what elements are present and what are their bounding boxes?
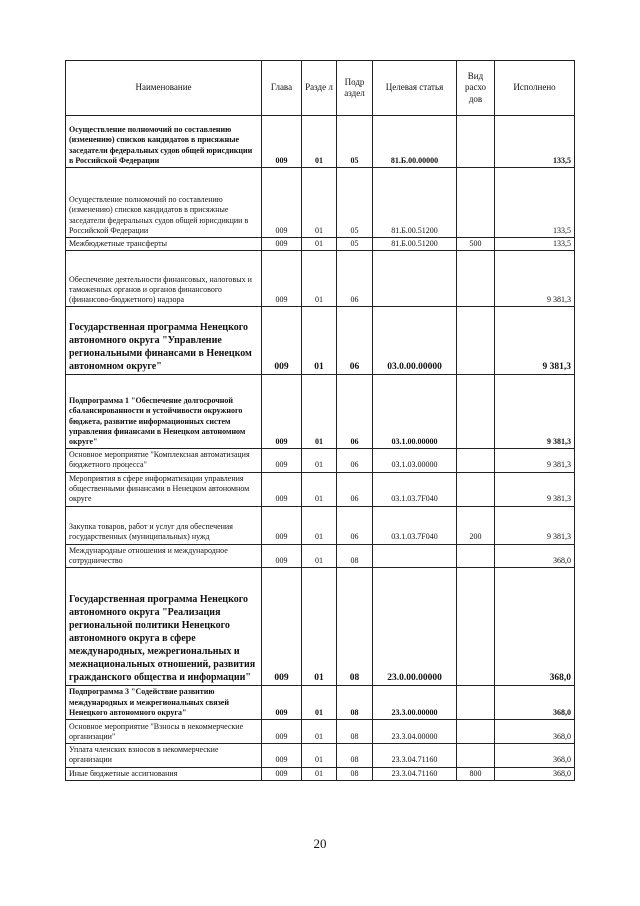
row-podrazdel: 05 [337,116,373,168]
row-target: 03.1.03.7F040 [373,506,457,544]
row-done: 9 381,3 [495,251,575,307]
header-razdel: Разде л [302,61,337,116]
row-done: 9 381,3 [495,307,575,375]
row-razdel: 01 [302,686,337,720]
row-done: 368,0 [495,686,575,720]
row-done: 368,0 [495,568,575,686]
row-done: 133,5 [495,116,575,168]
header-glava: Глава [262,61,302,116]
row-podrazdel: 06 [337,307,373,375]
row-razdel: 01 [302,168,337,238]
row-vid: 800 [457,767,495,780]
table-row [66,744,575,767]
table-row [66,449,575,472]
row-name: Иные бюджетные ассигнования [66,767,262,780]
table-header-row [66,61,575,116]
row-podrazdel: 08 [337,686,373,720]
header-done: Исполнено [495,61,575,116]
row-glava: 009 [262,506,302,544]
row-name: Уплата членских взносов в некоммерческие организации [66,744,262,767]
row-podrazdel: 06 [337,506,373,544]
row-glava: 009 [262,307,302,375]
row-vid [457,544,495,567]
row-glava: 009 [262,251,302,307]
row-razdel: 01 [302,307,337,375]
page-number: 20 [313,836,327,851]
row-done: 9 381,3 [495,472,575,506]
row-podrazdel: 06 [337,472,373,506]
table-row [66,686,575,720]
row-vid [457,168,495,238]
row-podrazdel: 08 [337,744,373,767]
budget-table [65,60,575,781]
row-target: 23.3.04.71160 [373,767,457,780]
header-vid: Вид расхо дов [457,61,495,116]
table-row [66,720,575,744]
row-glava: 009 [262,568,302,686]
table-row [66,251,575,307]
row-done: 9 381,3 [495,375,575,449]
row-razdel: 01 [302,472,337,506]
row-glava: 009 [262,449,302,472]
row-name: Мероприятия в сфере информатизации управления общественными финансами в Ненецком автономном округе [66,472,262,506]
row-target: 23.3.04.71160 [373,744,457,767]
row-razdel: 01 [302,506,337,544]
row-razdel: 01 [302,449,337,472]
row-podrazdel: 05 [337,168,373,238]
row-podrazdel: 08 [337,544,373,567]
row-target: 03.1.03.7F040 [373,472,457,506]
row-name: Подпрограмма 3 "Содействие развитию международных и межрегиональных связей Ненецкого автономного округа" [66,686,262,720]
table-row [66,116,575,168]
row-done: 133,5 [495,168,575,238]
row-glava: 009 [262,116,302,168]
row-target: 03.1.00.00000 [373,375,457,449]
row-podrazdel: 08 [337,720,373,744]
row-done: 133,5 [495,238,575,251]
row-podrazdel: 08 [337,568,373,686]
row-done: 368,0 [495,744,575,767]
row-glava: 009 [262,168,302,238]
row-target: 23.3.00.00000 [373,686,457,720]
row-target: 81.Б.00.51200 [373,238,457,251]
row-razdel: 01 [302,544,337,567]
row-target: 03.1.03.00000 [373,449,457,472]
row-done: 9 381,3 [495,449,575,472]
row-name: Межбюджетные трансферты [66,238,262,251]
row-done: 9 381,3 [495,506,575,544]
row-vid [457,449,495,472]
row-razdel: 01 [302,116,337,168]
row-target: 23.0.00.00000 [373,568,457,686]
row-vid [457,375,495,449]
row-podrazdel: 06 [337,449,373,472]
table-row [66,168,575,238]
table-row [66,238,575,251]
row-glava: 009 [262,767,302,780]
row-razdel: 01 [302,375,337,449]
table-row [66,568,575,686]
row-razdel: 01 [302,767,337,780]
row-vid [457,720,495,744]
row-vid [457,116,495,168]
table-row [66,767,575,780]
row-target: 03.0.00.00000 [373,307,457,375]
row-name: Основное мероприятие "Комплексная автоматизация бюджетного процесса" [66,449,262,472]
row-podrazdel: 06 [337,251,373,307]
table-row [66,472,575,506]
row-target: 81.Б.00.51200 [373,168,457,238]
row-razdel: 01 [302,744,337,767]
row-name: Подпрограмма 1 "Обеспечение долгосрочной сбалансированности и устойчивости окружного бюджета, развитие информационных систем управления финансами в Ненецком автономном округе" [66,375,262,449]
row-name: Осуществление полномочий по составлению (изменению) списков кандидатов в присяжные заседатели федеральных судов общей юрисдикции в Российской Федерации [66,168,262,238]
row-glava: 009 [262,472,302,506]
row-glava: 009 [262,686,302,720]
row-podrazdel: 08 [337,767,373,780]
header-podrazdel: Подр аздел [337,61,373,116]
row-target [373,544,457,567]
row-done: 368,0 [495,720,575,744]
row-vid [457,744,495,767]
row-podrazdel: 05 [337,238,373,251]
row-vid [457,472,495,506]
row-done: 368,0 [495,544,575,567]
header-target: Целевая статья [373,61,457,116]
row-name: Основное мероприятие "Взносы в некоммерческие организации" [66,720,262,744]
row-vid: 200 [457,506,495,544]
row-done: 368,0 [495,767,575,780]
row-vid [457,307,495,375]
row-razdel: 01 [302,238,337,251]
table-row [66,506,575,544]
row-target [373,251,457,307]
row-glava: 009 [262,720,302,744]
row-vid [457,686,495,720]
row-target: 23.3.04.00000 [373,720,457,744]
row-glava: 009 [262,375,302,449]
row-name: Закупка товаров, работ и услуг для обеспечения государственных (муниципальных) нужд [66,506,262,544]
row-vid [457,568,495,686]
row-vid [457,251,495,307]
row-name: Государственная программа Ненецкого автономного округа "Управление региональными финансами в Ненецком автономном округе" [66,307,262,375]
row-podrazdel: 06 [337,375,373,449]
header-name: Наименование [66,61,262,116]
table-row [66,375,575,449]
row-glava: 009 [262,744,302,767]
row-name: Государственная программа Ненецкого автономного округа "Реализация региональной политики Ненецкого автономного округа в сфере международных, межрегиональных и межнациональных отношений, развития гражданского общества и информации" [66,568,262,686]
table-row [66,544,575,567]
row-name: Обеспечение деятельности финансовых, налоговых и таможенных органов и органов финансового (финансово-бюджетного) надзора [66,251,262,307]
row-name: Осуществление полномочий по составлению (изменению) списков кандидатов в присяжные заседатели федеральных судов общей юрисдикции в Российской Федерации [66,116,262,168]
row-target: 81.Б.00.00000 [373,116,457,168]
row-glava: 009 [262,238,302,251]
row-vid: 500 [457,238,495,251]
table-row [66,307,575,375]
row-name: Международные отношения и международное сотрудничество [66,544,262,567]
row-glava: 009 [262,544,302,567]
row-razdel: 01 [302,568,337,686]
row-razdel: 01 [302,720,337,744]
row-razdel: 01 [302,251,337,307]
